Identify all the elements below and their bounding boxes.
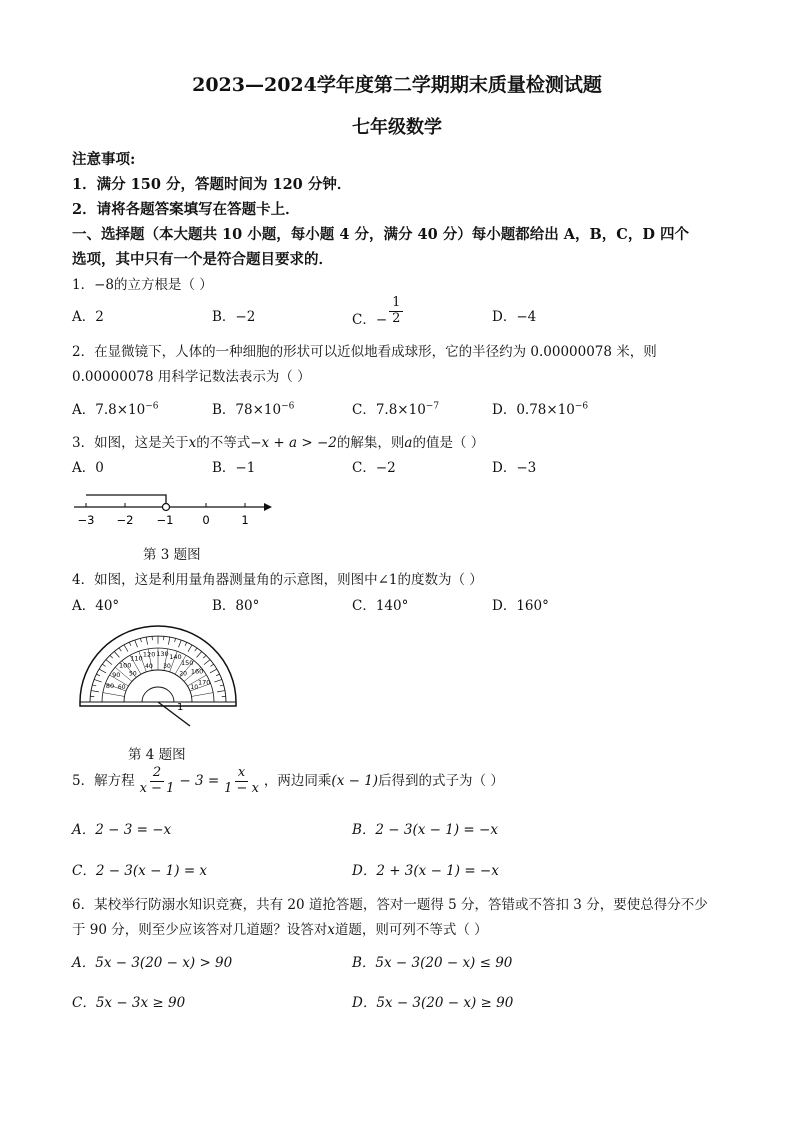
q1-option-d: D．−4 — [492, 309, 537, 325]
q5-option-d: D．2 + 3(x − 1) = −x — [352, 863, 499, 879]
protractor-outer-label: 100 — [119, 661, 132, 670]
tick-label: 0 — [202, 513, 210, 527]
q4-caption: 第 4 题图 — [128, 747, 186, 763]
q6-option-b: B．5x − 3(20 − x) ≤ 90 — [352, 955, 513, 971]
q4-stem: 4．如图，这是利用量角器测量角的示意图，则图中∠1的度数为（ ） — [72, 572, 483, 588]
q3-option-b: B．−1 — [212, 460, 256, 476]
protractor-outer-label: 140 — [169, 652, 182, 661]
tick-label: −3 — [77, 513, 95, 527]
protractor — [80, 626, 236, 726]
q3-option-a: A．0 — [72, 460, 104, 476]
q6-option-d: D．5x − 3(20 − x) ≥ 90 — [352, 995, 514, 1011]
note-item-2: 2．请将各题答案填写在答题卡上． — [72, 201, 300, 218]
q5-stem: 5．解方程 $\frac{2}{x - 1}$ − 3 = $\frac{x}{1 - x}$ ，两边同乘(x − 1)后得到的式子为（ ） — [72, 765, 504, 796]
q1-option-c-fraction: $\frac{1}{2}$ — [389, 296, 403, 327]
protractor-inner-label: 10 — [190, 683, 199, 691]
q3-stem: 3．如图，这是关于x的不等式−x + a > −2的解集，则a的值是（ ） — [72, 435, 485, 451]
q5-fraction-2: $\frac{x}{1 - x}$ — [224, 765, 259, 796]
tick-label: −2 — [116, 513, 134, 527]
protractor-inner-label: 20 — [179, 670, 187, 678]
q3-option-c: C．−2 — [352, 460, 396, 476]
protractor-outer-label: 150 — [181, 658, 194, 667]
q5-option-c: C．2 − 3(x − 1) = x — [72, 863, 208, 879]
q4-protractor-figure — [78, 622, 238, 730]
q2-stem-line1: 2．在显微镜下，人体的一种细胞的形状可以近似地看成球形，它的半径约为 0.00000078 米，则 — [72, 344, 657, 360]
q3-number-line-figure — [72, 486, 272, 530]
protractor-outer-label: 110 — [130, 654, 143, 663]
q1-option-b: B．−2 — [212, 309, 256, 325]
protractor-outer-label: 130 — [156, 650, 169, 659]
solution-set-ray — [86, 495, 166, 504]
tick-label: 1 — [241, 513, 249, 527]
q4-option-c: C．140° — [352, 598, 409, 614]
exam-title: 2023—2024学年度第二学期期末质量检测试题 — [192, 74, 602, 96]
q2-option-c: C．$7.8\times 10^{-7}$ — [352, 401, 440, 418]
q2-stem-line2: 0.00000078 用科学记数法表示为（ ） — [72, 369, 311, 385]
protractor-outer-label: 90 — [112, 670, 121, 679]
protractor-inner-label: 60 — [117, 683, 126, 691]
q4-option-a: A．40° — [72, 598, 120, 614]
protractor-outer-label: 170 — [198, 678, 211, 687]
q3-caption: 第 3 题图 — [143, 547, 201, 563]
q1-option-a: A．2 — [72, 309, 104, 325]
section-heading-line2: 选项，其中只有一个是符合题目要求的． — [72, 251, 333, 268]
q4-option-d: D．160° — [492, 598, 549, 614]
q6-stem-line1: 6．某校举行防溺水知识竞赛，共有 20 道抢答题，答对一题得 5 分，答错或不答扣 3 分，要使总得分不少 — [72, 897, 708, 913]
q3-option-d: D．−3 — [492, 460, 537, 476]
q2-option-b: B．$78\times 10^{-6}$ — [212, 401, 295, 418]
q6-option-c: C．5x − 3x ≥ 90 — [72, 995, 186, 1011]
exam-subtitle: 七年级数学 — [352, 117, 442, 138]
q6-option-a: A．5x − 3(20 − x) > 90 — [72, 955, 233, 971]
q5-option-b: B．2 − 3(x − 1) = −x — [352, 822, 498, 838]
q1-option-c: C．− $\frac{1}{2}$ — [352, 296, 405, 327]
protractor-inner-label: 50 — [129, 670, 137, 678]
protractor-inner-label: 40 — [145, 662, 153, 670]
angle-label: 1 — [177, 702, 184, 713]
q2-option-a: A．$7.8\times 10^{-6}$ — [72, 401, 159, 418]
protractor-outer-label: 120 — [142, 650, 156, 659]
q4-option-b: B．80° — [212, 598, 260, 614]
notes-heading: 注意事项: — [72, 151, 136, 168]
protractor-outer-label: 80 — [105, 682, 115, 691]
protractor-outer-label: 160 — [190, 667, 204, 676]
note-item-1: 1．满分 150 分，答题时间为 120 分钟． — [72, 176, 352, 193]
q5-option-a: A．2 − 3 = −x — [72, 822, 172, 838]
q1-stem: 1．−8的立方根是（ ） — [72, 277, 213, 293]
protractor-inner-label: 30 — [163, 662, 171, 670]
tick-label: −1 — [156, 513, 174, 527]
section-heading-line1: 一、选择题（本大题共 10 小题，每小题 4 分，满分 40 分）每小题都给出 A，B，C，D 四个 — [72, 226, 689, 243]
q2-option-d: D．$0.78\times 10^{-6}$ — [492, 401, 589, 418]
q6-stem-line2: 于 90 分，则至少应该答对几道题？设答对x道题，则可列不等式（ ） — [72, 922, 488, 938]
number-line-arrow — [264, 503, 272, 511]
q5-fraction-1: $\frac{2}{x - 1}$ — [139, 765, 175, 796]
open-endpoint — [163, 504, 170, 511]
